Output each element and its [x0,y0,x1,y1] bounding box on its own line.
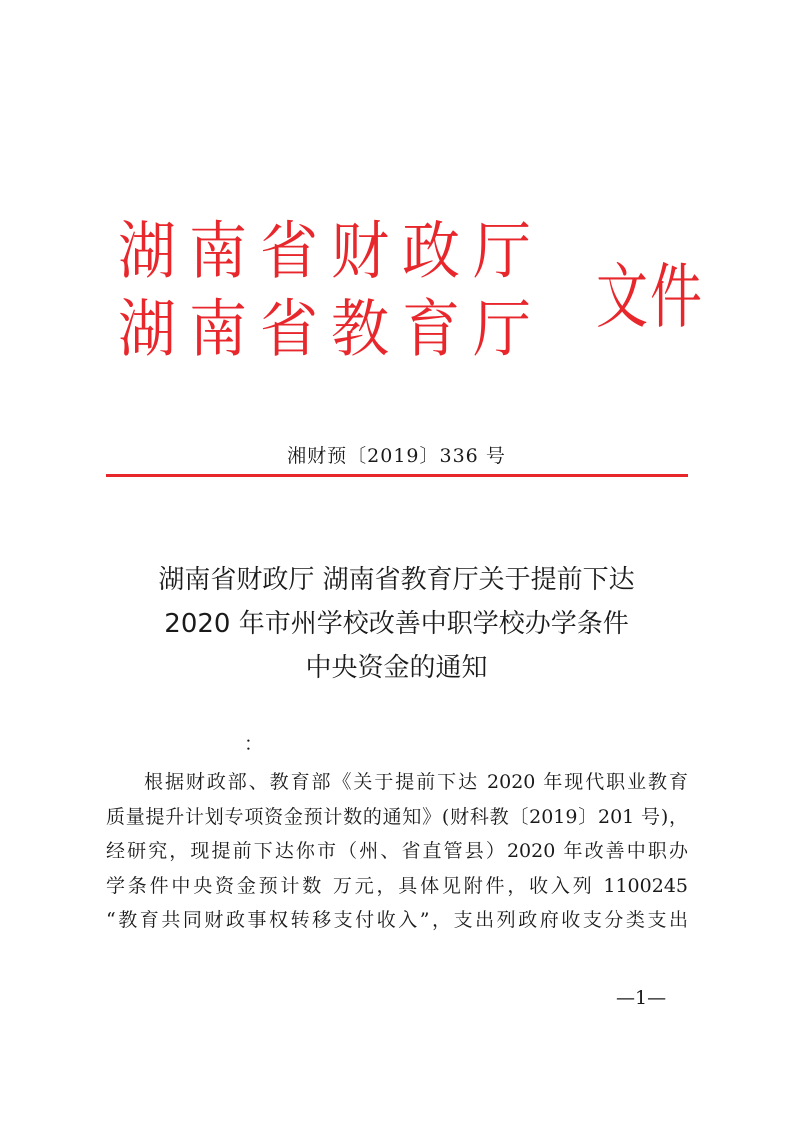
page-number: —1— [616,987,667,1009]
masthead [118,205,718,380]
salutation: ： [244,733,264,755]
body-line: 质量提升计划专项资金预计数的通知》(财科教〔2019〕201 号)， [106,805,688,828]
red-divider-line [106,474,688,477]
body-line: 学条件中央资金预计数 万元，具体见附件，收入列 1100245 [106,874,688,897]
masthead-suffix: 文件 [596,257,705,339]
title-line-1: 湖南省财政厅 湖南省教育厅关于提前下达 [158,565,635,595]
body-line: 根据财政部、教育部《关于提前下达 2020 年现代职业教育 [144,771,688,793]
body-line: “教育共同财政事权转移支付收入”，支出列政府收支分类支出 [106,909,688,932]
title-line-2: 2020 年市州学校改善中职学校办学条件 [164,609,629,639]
body-line: 经研究，现提前下达你市（州、省直管县）2020 年改善中职办 [106,840,688,863]
masthead-issuer-finance: 湖南省财政厅 [118,214,545,288]
masthead-issuer-education: 湖南省教育厅 [118,292,545,366]
document-title [0,558,793,690]
body-paragraph [106,765,688,938]
title-line-3: 中央资金的通知 [305,653,488,683]
document-number: 湘财预〔2019〕336 号 [287,445,506,467]
